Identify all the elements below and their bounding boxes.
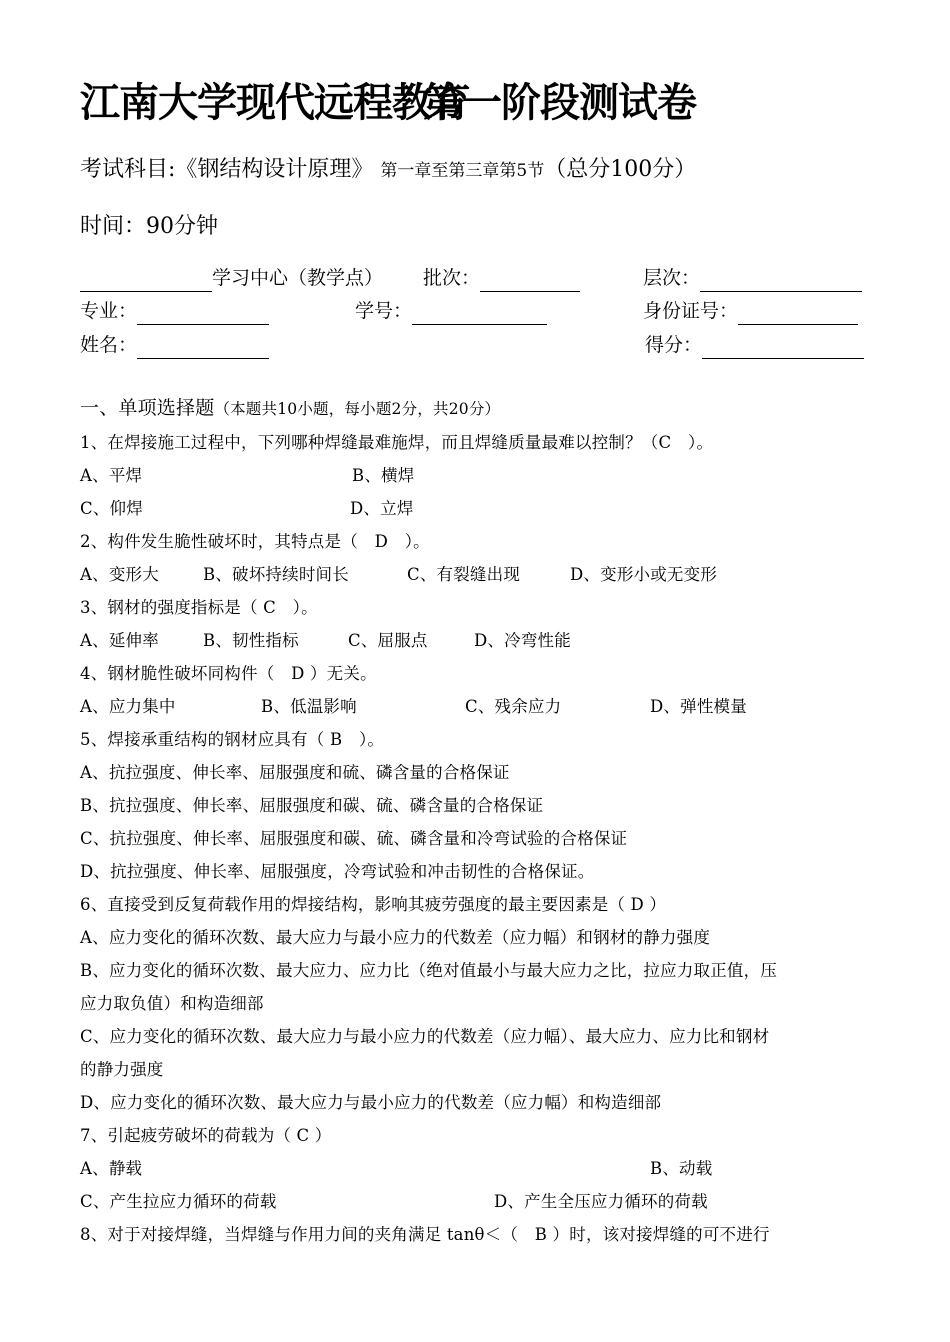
- q3-option-c: C、屈服点: [348, 631, 428, 650]
- study-center-label: 学习中心（教学点）: [212, 267, 384, 289]
- level-blank[interactable]: [700, 269, 862, 292]
- batch-row: [423, 264, 580, 292]
- study-center-row: [80, 264, 383, 292]
- question-8: 8、对于对接焊缝，当焊缝与作用力间的夹角满足 tanθ＜（ B ）时，该对接焊缝的可不进行: [80, 1225, 770, 1244]
- major-row: [80, 297, 269, 325]
- q6-option-b-line2: 应力取负值）和构造细部: [80, 994, 264, 1013]
- q6-option-d: D、应力变化的循环次数、最大应力与最小应力的代数差（应力幅）和构造细部: [80, 1093, 662, 1112]
- name-label: 姓名：: [80, 334, 138, 356]
- name-blank[interactable]: [137, 336, 269, 359]
- q5-option-b: B、抗拉强度、伸长率、屈服强度和碳、硫、磷含量的合格保证: [80, 796, 544, 815]
- batch-label: 批次：: [423, 267, 481, 289]
- exam-time: 时间：90分钟: [80, 214, 218, 239]
- q2-option-c: C、有裂缝出现: [407, 565, 521, 584]
- section-note: （本题共10小题，每小题2分，共20分）: [214, 400, 501, 418]
- q6-option-a: A、应力变化的循环次数、最大应力与最小应力的代数差（应力幅）和钢材的静力强度: [80, 928, 711, 947]
- q4-option-d: D、弹性模量: [650, 697, 747, 716]
- level-row: [643, 264, 862, 292]
- exam-subject: 考试科目:《钢结构设计原理》: [80, 157, 374, 182]
- q7-option-d: D、产生全压应力循环的荷载: [494, 1192, 708, 1211]
- q6-option-b-line1: B、应力变化的循环次数、最大应力、应力比（绝对值最小与最大应力之比，拉应力取正值，压: [80, 961, 778, 980]
- exam-subject-line: [80, 154, 696, 187]
- major-blank[interactable]: [137, 302, 269, 325]
- q4-option-c: C、残余应力: [465, 697, 562, 716]
- student-no-label: 学号：: [355, 300, 413, 322]
- student-no-blank[interactable]: [412, 302, 547, 325]
- score-row: [645, 331, 864, 359]
- q3-option-d: D、冷弯性能: [474, 631, 571, 650]
- q1-option-d: D、立焊: [350, 499, 414, 518]
- q3-option-b: B、韧性指标: [203, 631, 299, 650]
- q5-option-c: C、抗拉强度、伸长率、屈服强度和碳、硫、磷含量和冷弯试验的合格保证: [80, 829, 628, 848]
- question-4: 4、钢材脆性破坏同构件（ D ）无关。: [80, 664, 377, 683]
- question-2: 2、构件发生脆性破坏时，其特点是（ D ）。: [80, 532, 430, 551]
- id-no-blank[interactable]: [738, 302, 858, 325]
- q7-option-a: A、静载: [80, 1159, 143, 1178]
- q2-option-a: A、变形大: [80, 565, 159, 584]
- q4-option-b: B、低温影响: [261, 697, 357, 716]
- q3-option-a: A、延伸率: [80, 631, 159, 650]
- major-label: 专业：: [80, 300, 138, 322]
- q6-option-c-line2: 的静力强度: [80, 1060, 164, 1079]
- question-7: 7、引起疲劳破坏的荷载为（ C ）: [80, 1126, 332, 1145]
- score-blank[interactable]: [702, 336, 864, 359]
- q1-option-b: B、横焊: [352, 466, 415, 485]
- q7-option-c: C、产生拉应力循环的荷载: [80, 1192, 277, 1211]
- name-row: [80, 331, 269, 359]
- q1-option-c: C、仰焊: [80, 499, 143, 518]
- level-label: 层次：: [643, 267, 701, 289]
- question-5: 5、焊接承重结构的钢材应具有（ B ）。: [80, 730, 385, 749]
- q6-option-c-line1: C、应力变化的循环次数、最大应力与最小应力的代数差（应力幅）、最大应力、应力比和钢材: [80, 1027, 770, 1046]
- q2-option-d: D、变形小或无变形: [570, 565, 718, 584]
- id-no-label: 身份证号：: [643, 300, 739, 322]
- exam-scope: 第一章至第三章第5节: [380, 161, 545, 181]
- q5-option-d: D、抗拉强度、伸长率、屈服强度，冷弯试验和冲击韧性的合格保证。: [80, 862, 595, 881]
- title-overlap: 第一阶段测试卷: [423, 80, 696, 126]
- q1-option-a: A、平焊: [80, 466, 143, 485]
- q7-option-b: B、动载: [650, 1159, 713, 1178]
- q2-option-b: B、破坏持续时间长: [203, 565, 349, 584]
- id-no-row: [643, 297, 858, 325]
- batch-blank[interactable]: [480, 269, 580, 292]
- study-center-blank[interactable]: [80, 269, 212, 292]
- title-main: 江南大学现代远程教育: [80, 80, 470, 126]
- section-title: 一、单项选择题: [80, 397, 215, 419]
- page-title: [80, 78, 696, 128]
- section-heading: [80, 396, 500, 421]
- q5-option-a: A、抗拉强度、伸长率、屈服强度和硫、磷含量的合格保证: [80, 763, 510, 782]
- question-1: 1、在焊接施工过程中，下列哪种焊缝最难施焊，而且焊缝质量最难以控制？（C ）。: [80, 433, 714, 452]
- student-no-row: [355, 297, 547, 325]
- q4-option-a: A、应力集中: [80, 697, 176, 716]
- question-3: 3、钢材的强度指标是（ C ）。: [80, 598, 318, 617]
- question-6: 6、直接受到反复荷载作用的焊接结构，影响其疲劳强度的最主要因素是（ D ）: [80, 895, 667, 914]
- score-label: 得分：: [645, 334, 703, 356]
- exam-total: （总分100分）: [544, 157, 697, 182]
